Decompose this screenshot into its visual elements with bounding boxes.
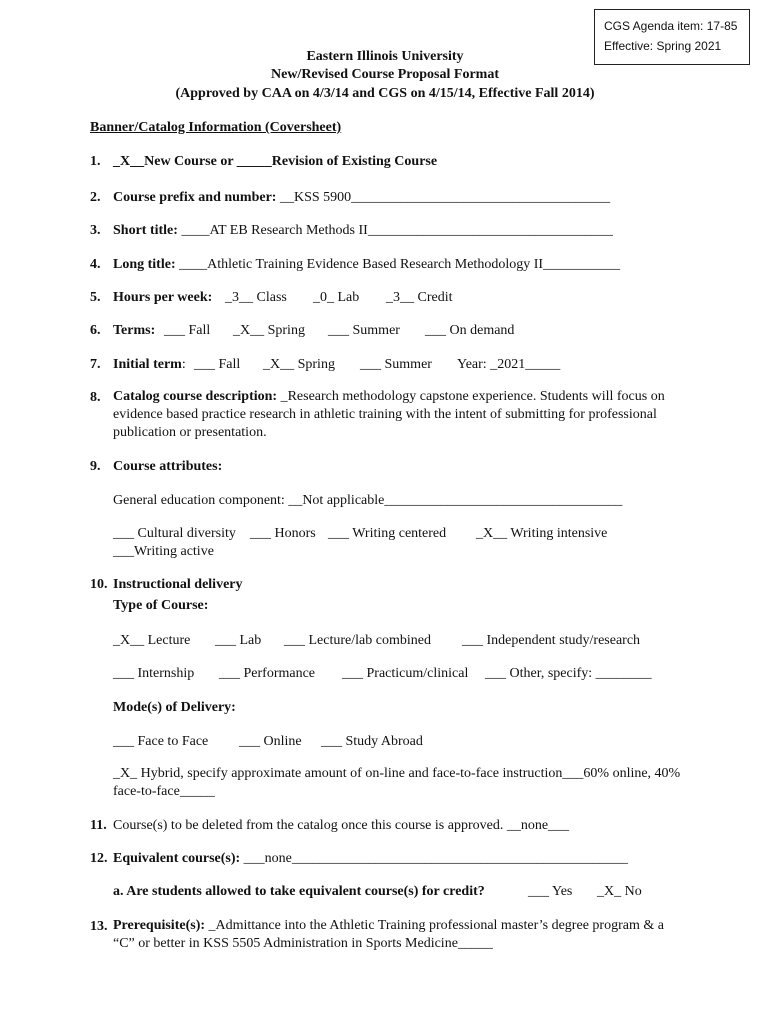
initial-term-colon: : [181,357,186,372]
type-performance: ___ Performance [219,666,316,681]
item-9-number: 9. [90,459,101,474]
course-attributes-label: Course attributes: [113,459,223,474]
item-4-number: 4. [90,257,101,272]
equivalent-courses-label: Equivalent course(s): [113,851,241,866]
mode-hybrid: _X_ Hybrid, specify approximate amount of on-line and face-to-face instruction___60% online, 40% face-to-face_____ [113,766,681,799]
item-10-number: 10. [90,577,108,592]
initial-term-label [113,356,186,373]
short-title-label: Short title: [113,223,178,238]
terms-label: Terms: [113,323,156,338]
item-8-number: 8. [90,390,101,405]
equivalent-credit-yes: ___ Yes [528,884,573,899]
catalog-description-label: Catalog course description: [113,389,278,404]
general-education: General education component: __Not applicable__________________________________ [113,493,623,508]
form-title: New/Revised Course Proposal Format [271,67,499,82]
equivalent-credit-question: a. Are students allowed to take equivalent course(s) for credit? [113,884,485,899]
type-lecture-lab: ___ Lecture/lab combined [284,633,431,648]
terms-summer: ___ Summer [328,323,400,338]
item-1-number: 1. [90,154,101,169]
initial-term-fall: ___ Fall [194,357,241,372]
item-7-number: 7. [90,357,101,372]
item-2-number: 2. [90,190,101,205]
mode-study-abroad: ___ Study Abroad [321,734,423,749]
prerequisites-value: _Admittance into the Athletic Training professional master’s degree program & a “C” or better in KSS 5505 Administration in Sports Medicine_____ [113,918,664,951]
item-5-number: 5. [90,290,101,305]
terms-fall: ___ Fall [164,323,211,338]
item-11-number: 11. [90,818,107,833]
university-title: Eastern Illinois University [306,49,464,64]
item-6-number: 6. [90,323,101,338]
equivalent-courses-value: ___none________________________________________________ [240,851,628,866]
long-title-label: Long title: [113,257,176,272]
section-heading: Banner/Catalog Information (Coversheet) [90,120,342,135]
prerequisites [113,917,683,953]
item-2 [113,189,610,206]
long-title-value: ____Athletic Training Evidence Based Research Methodology II___________ [175,257,621,272]
hours-lab: _0_ Lab [313,290,360,305]
type-lab: ___ Lab [215,633,262,648]
terms-on-demand: ___ On demand [425,323,515,338]
initial-term-spring: _X__ Spring [263,357,335,372]
type-of-course-label: Type of Course: [113,598,209,613]
new-course-mark: _X__ [113,154,145,169]
initial-term-year: Year: _2021_____ [457,357,561,372]
attr-writing-intensive: _X__ Writing intensive [476,526,608,541]
type-practicum: ___ Practicum/clinical [342,666,469,681]
new-course-label: New Course or _____Revision of Existing Course [144,154,438,169]
equivalent-courses [113,850,628,867]
initial-term-summer: ___ Summer [360,357,432,372]
prerequisites-label: Prerequisite(s): [113,918,206,933]
attr-cultural-diversity: ___ Cultural diversity [113,526,236,541]
cgs-agenda-item: CGS Agenda item: 17-85 [604,19,738,33]
hours-label: Hours per week: [113,290,213,305]
attr-writing-active: ___Writing active [113,544,214,559]
attr-writing-centered: ___ Writing centered [328,526,447,541]
course-prefix-label: Course prefix and number: [113,190,277,205]
type-independent-study: ___ Independent study/research [462,633,641,648]
type-internship: ___ Internship [113,666,195,681]
item-3-number: 3. [90,223,101,238]
mode-of-delivery-label: Mode(s) of Delivery: [113,700,236,715]
instructional-delivery-label: Instructional delivery [113,577,243,592]
catalog-description-value: _Research methodology capstone experience. Students will focus on evidence based practice research in athletic training with the intent of submitting for professional publication or presentation. [113,389,665,440]
approval-note: (Approved by CAA on 4/3/14 and CGS on 4/15/14, Effective Fall 2014) [175,86,595,101]
type-lecture: _X__ Lecture [113,633,191,648]
attr-honors: ___ Honors [250,526,316,541]
item-1 [113,153,437,170]
type-other: ___ Other, specify: ________ [485,666,652,681]
equivalent-credit-no: _X_ No [597,884,642,899]
short-title-value: ____AT EB Research Methods II___________________________________ [177,223,613,238]
course-prefix-value: __KSS 5900_____________________________________ [276,190,611,205]
initial-term-label-text: Initial term [113,357,182,372]
terms-spring: _X__ Spring [233,323,305,338]
item-3 [113,222,613,239]
item-13-number: 13. [90,919,108,934]
item-12-number: 12. [90,851,108,866]
mode-online: ___ Online [239,734,302,749]
catalog-description [113,388,683,442]
cgs-effective: Effective: Spring 2021 [604,39,722,53]
hours-class: _3__ Class [225,290,287,305]
hours-credit: _3__ Credit [386,290,453,305]
courses-to-delete: Course(s) to be deleted from the catalog once this course is approved. __none___ [113,818,570,833]
mode-face-to-face: ___ Face to Face [113,734,209,749]
item-4 [113,256,620,273]
